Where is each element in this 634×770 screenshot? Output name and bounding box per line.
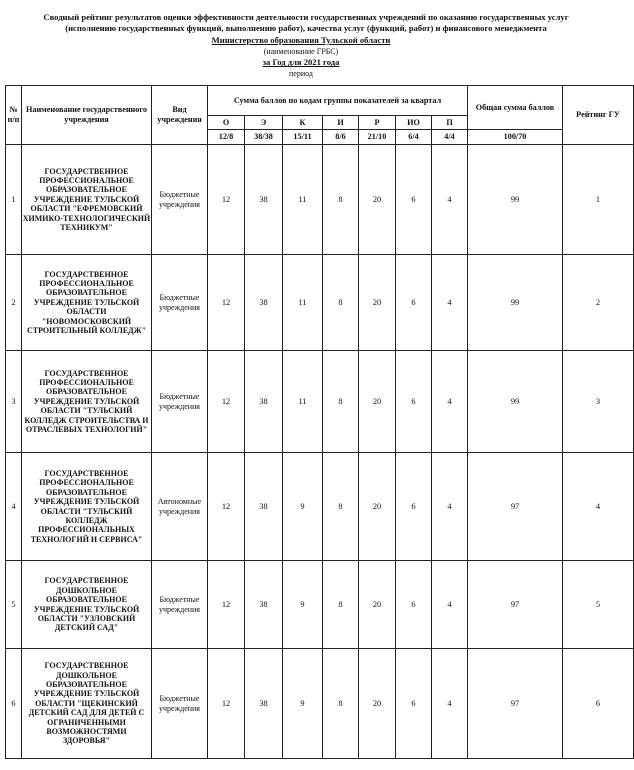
code-header: Р bbox=[359, 116, 396, 130]
institution-type: Бюджетные учреждения bbox=[152, 561, 208, 649]
period-caption: период bbox=[289, 69, 313, 78]
header-type: Вид учреждения bbox=[152, 86, 208, 145]
score-cell: 6 bbox=[396, 255, 432, 351]
row-no: 6 bbox=[6, 649, 22, 759]
rating-value: 2 bbox=[563, 255, 634, 351]
score-cell: 12 bbox=[208, 453, 245, 561]
score-cell: 6 bbox=[396, 649, 432, 759]
table-row bbox=[6, 145, 634, 255]
score-cell: 20 bbox=[359, 453, 396, 561]
rating-value: 5 bbox=[563, 561, 634, 649]
score-cell: 6 bbox=[396, 145, 432, 255]
score-cell: 4 bbox=[432, 255, 468, 351]
score-cell: 9 bbox=[283, 649, 323, 759]
ministry-name: Министерство образования Тульской области bbox=[211, 35, 391, 45]
row-no: 2 bbox=[6, 255, 22, 351]
max-score: 21/10 bbox=[359, 130, 396, 145]
score-cell: 8 bbox=[323, 649, 359, 759]
score-cell: 8 bbox=[323, 255, 359, 351]
rating-table bbox=[5, 85, 634, 759]
max-score: 12/8 bbox=[208, 130, 245, 145]
score-cell: 12 bbox=[208, 255, 245, 351]
score-cell: 12 bbox=[208, 649, 245, 759]
total-score: 97 bbox=[468, 561, 563, 649]
institution-type: Бюджетные учреждения bbox=[152, 351, 208, 453]
max-score: 8/6 bbox=[323, 130, 359, 145]
institution-type: Бюджетные учреждения bbox=[152, 255, 208, 351]
score-cell: 20 bbox=[359, 649, 396, 759]
score-cell: 20 bbox=[359, 351, 396, 453]
total-score: 99 bbox=[468, 255, 563, 351]
score-cell: 38 bbox=[245, 351, 283, 453]
table-row bbox=[6, 255, 634, 351]
score-cell: 38 bbox=[245, 561, 283, 649]
score-cell: 38 bbox=[245, 255, 283, 351]
code-header: Э bbox=[245, 116, 283, 130]
score-cell: 12 bbox=[208, 145, 245, 255]
header-name: Наименование государственного учреждения bbox=[22, 86, 152, 145]
score-cell: 6 bbox=[396, 561, 432, 649]
score-cell: 6 bbox=[396, 351, 432, 453]
header-group-sum: Сумма баллов по кодам группы показателей за квартал bbox=[208, 86, 468, 116]
institution-name: ГОСУДАРСТВЕННОЕ ПРОФЕССИОНАЛЬНОЕ ОБРАЗОВАТЕЛЬНОЕ УЧРЕЖДЕНИЕ ТУЛЬСКОЙ ОБЛАСТИ "ТУЛЬСКИЙ КОЛЛЕДЖ ПРОФЕССИОНАЛЬНЫХ ТЕХНОЛОГИЙ И СЕРВИСА" bbox=[22, 453, 152, 561]
score-cell: 11 bbox=[283, 351, 323, 453]
ministry-caption: (наименование ГРБС) bbox=[263, 47, 339, 56]
score-cell: 8 bbox=[323, 351, 359, 453]
rating-value: 1 bbox=[563, 145, 634, 255]
table-row bbox=[6, 561, 634, 649]
row-no: 4 bbox=[6, 453, 22, 561]
score-cell: 8 bbox=[323, 145, 359, 255]
score-cell: 4 bbox=[432, 351, 468, 453]
header-no: № п/п bbox=[6, 86, 22, 145]
score-cell: 9 bbox=[283, 561, 323, 649]
code-header: П bbox=[432, 116, 468, 130]
score-cell: 11 bbox=[283, 145, 323, 255]
code-header: И bbox=[323, 116, 359, 130]
institution-name: ГОСУДАРСТВЕННОЕ ПРОФЕССИОНАЛЬНОЕ ОБРАЗОВАТЕЛЬНОЕ УЧРЕЖДЕНИЕ ТУЛЬСКОЙ ОБЛАСТИ "ЕФРЕМОВСКИЙ ХИМИКО-ТЕХНОЛОГИЧЕСКИЙ ТЕХНИКУМ" bbox=[22, 145, 152, 255]
score-cell: 20 bbox=[359, 561, 396, 649]
score-cell: 20 bbox=[359, 145, 396, 255]
total-score: 99 bbox=[468, 351, 563, 453]
score-cell: 12 bbox=[208, 561, 245, 649]
max-score: 4/4 bbox=[432, 130, 468, 145]
report-period: за Год для 2021 года bbox=[262, 57, 340, 67]
total-score: 97 bbox=[468, 649, 563, 759]
score-cell: 8 bbox=[323, 453, 359, 561]
row-no: 1 bbox=[6, 145, 22, 255]
institution-name: ГОСУДАРСТВЕННОЕ ДОШКОЛЬНОЕ ОБРАЗОВАТЕЛЬНОЕ УЧРЕЖДЕНИЕ ТУЛЬСКОЙ ОБЛАСТИ "ЩЕКИНСКИЙ ДЕТСКИЙ САД ДЛЯ ДЕТЕЙ С ОГРАНИЧЕННЫМИ ВОЗМОЖНОСТЯМИ ЗДОРОВЬЯ" bbox=[22, 649, 152, 759]
score-cell: 9 bbox=[283, 453, 323, 561]
score-cell: 4 bbox=[432, 561, 468, 649]
score-cell: 20 bbox=[359, 255, 396, 351]
institution-name: ГОСУДАРСТВЕННОЕ ПРОФЕССИОНАЛЬНОЕ ОБРАЗОВАТЕЛЬНОЕ УЧРЕЖДЕНИЕ ТУЛЬСКОЙ ОБЛАСТИ "НОВОМОСКОВСКИЙ СТРОИТЕЛЬНЫЙ КОЛЛЕДЖ" bbox=[22, 255, 152, 351]
institution-type: Бюджетные учреждения bbox=[152, 649, 208, 759]
score-cell: 11 bbox=[283, 255, 323, 351]
rating-value: 6 bbox=[563, 649, 634, 759]
row-no: 3 bbox=[6, 351, 22, 453]
report-title: Сводный рейтинг результатов оценки эффективности деятельности государственных учреждений по оказанию государственных услуг (исполнению государственных функций, выполнению работ), качества услуг (функций, работ) и финансового менеджмента bbox=[43, 12, 569, 33]
score-cell: 38 bbox=[245, 453, 283, 561]
score-cell: 4 bbox=[432, 649, 468, 759]
code-header: ИО bbox=[396, 116, 432, 130]
institution-type: Бюджетные учреждения bbox=[152, 145, 208, 255]
document-header bbox=[0, 12, 602, 79]
rating-value: 4 bbox=[563, 453, 634, 561]
score-cell: 38 bbox=[245, 649, 283, 759]
score-cell: 38 bbox=[245, 145, 283, 255]
table-row bbox=[6, 351, 634, 453]
institution-name: ГОСУДАРСТВЕННОЕ ДОШКОЛЬНОЕ ОБРАЗОВАТЕЛЬНОЕ УЧРЕЖДЕНИЕ ТУЛЬСКОЙ ОБЛАСТИ "УЗЛОВСКИЙ ДЕТСКИЙ САД" bbox=[22, 561, 152, 649]
max-score: 15/11 bbox=[283, 130, 323, 145]
table-row bbox=[6, 649, 634, 759]
header-rating: Рейтинг ГУ bbox=[563, 86, 634, 145]
max-score: 6/4 bbox=[396, 130, 432, 145]
score-cell: 4 bbox=[432, 145, 468, 255]
score-cell: 12 bbox=[208, 351, 245, 453]
score-cell: 4 bbox=[432, 453, 468, 561]
rating-value: 3 bbox=[563, 351, 634, 453]
code-header: О bbox=[208, 116, 245, 130]
score-cell: 8 bbox=[323, 561, 359, 649]
code-header: К bbox=[283, 116, 323, 130]
table-row bbox=[6, 453, 634, 561]
total-max-score: 100/70 bbox=[468, 130, 563, 145]
header-total: Общая сумма баллов bbox=[468, 86, 563, 130]
max-score: 38/38 bbox=[245, 130, 283, 145]
total-score: 99 bbox=[468, 145, 563, 255]
total-score: 97 bbox=[468, 453, 563, 561]
institution-name: ГОСУДАРСТВЕННОЕ ПРОФЕССИОНАЛЬНОЕ ОБРАЗОВАТЕЛЬНОЕ УЧРЕЖДЕНИЕ ТУЛЬСКОЙ ОБЛАСТИ "ТУЛЬСКИЙ КОЛЛЕДЖ СТРОИТЕЛЬСТВА И ОТРАСЛЕВЫХ ТЕХНОЛОГИЙ" bbox=[22, 351, 152, 453]
score-cell: 6 bbox=[396, 453, 432, 561]
row-no: 5 bbox=[6, 561, 22, 649]
institution-type: Автономные учреждения bbox=[152, 453, 208, 561]
